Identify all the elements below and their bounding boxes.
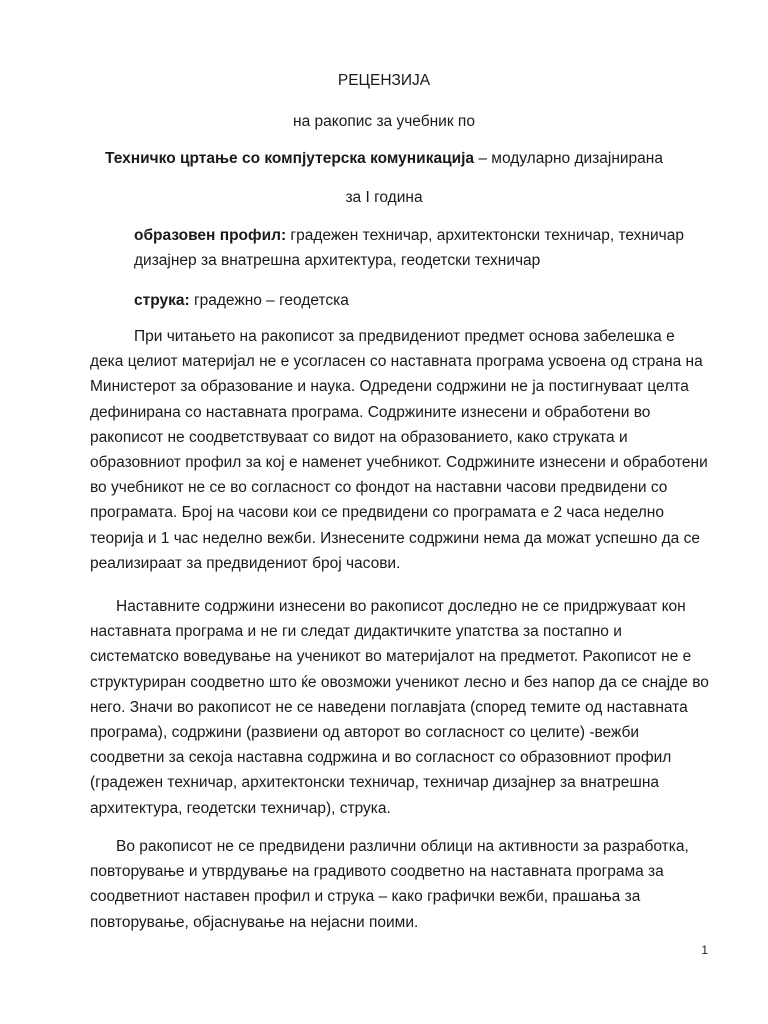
grade-line: за I година <box>345 189 423 206</box>
field-label: струка: <box>134 292 190 309</box>
education-profile-label: образовен профил: <box>134 227 287 244</box>
subject-name: Техничко цртање со компјутерска комуникација <box>105 150 475 167</box>
page-number: 1 <box>701 943 708 957</box>
education-profile <box>134 223 724 273</box>
body-paragraph-3: Во ракописот не се предвидени различни облици на активности за разработка, повторување и утврдување на градивото соодветно на наставната програма за соодветниот наставен профил и струка – како графички вежби, прашања за повторување, објаснување на нејасни поими. <box>90 838 689 931</box>
subject-suffix: – модуларно дизајнирана <box>474 150 663 167</box>
document-subtitle: на ракопис за учебник по <box>293 113 475 130</box>
field-line <box>134 288 724 313</box>
document-title: РЕЦЕНЗИЈА <box>337 72 431 89</box>
body-paragraph-2: Наставните содржини изнесени во ракописот доследно не се придржуваат кон наставната програма и не ги следат дидактичките упатства за постапно и систематско воведување на ученикот во материјалот на предметот. Ракописот не е структуриран соодветно што ќе овозможи ученикот лесно и без напор да се снајде во него. Значи во ракописот не се наведени поглавјата (според темите од наставната програма), содржини (развиени од авторот во согласност со целите) -вежби соодветни за секоја наставна содржина и во согласност со образовниот профил (градежен техничар, архитектонски техничар, техничар дизајнер за внатрешна архитектура, геодетски техничар), струка. <box>90 598 709 817</box>
field-value: градежно – геодетска <box>189 292 349 309</box>
body-paragraph-1: При читањето на ракописот за предвидениот предмет основа забелешка е дека целиот материјал не е усогласен со наставната програма усвоена од страна на Министерот за образование и наука. Одредени содржини не ја постигнуваат целта дефинирана со наставната програма. Содржините изнесени и обработени во ракописот не соодветствуваат со видот на образованието, како струката и образовниот профил за кој е наменет учебникот. Содржините изнесени и обработени во учебникот не се во согласност со фондот на наставни часови предвидени со програмата. Број на часови кои се предвидени со програмата е 2 часа неделно теорија и 1 час неделно вежби. Изнесените содржини нема да можат успешно да се реализираат за предвидениот број часови. <box>90 328 708 572</box>
education-profile-value: градежен техничар, архитектонски техничар, техничар дизајнер за внатрешна архитектура, геодетски техничар <box>134 227 684 269</box>
subject-line <box>0 149 768 169</box>
